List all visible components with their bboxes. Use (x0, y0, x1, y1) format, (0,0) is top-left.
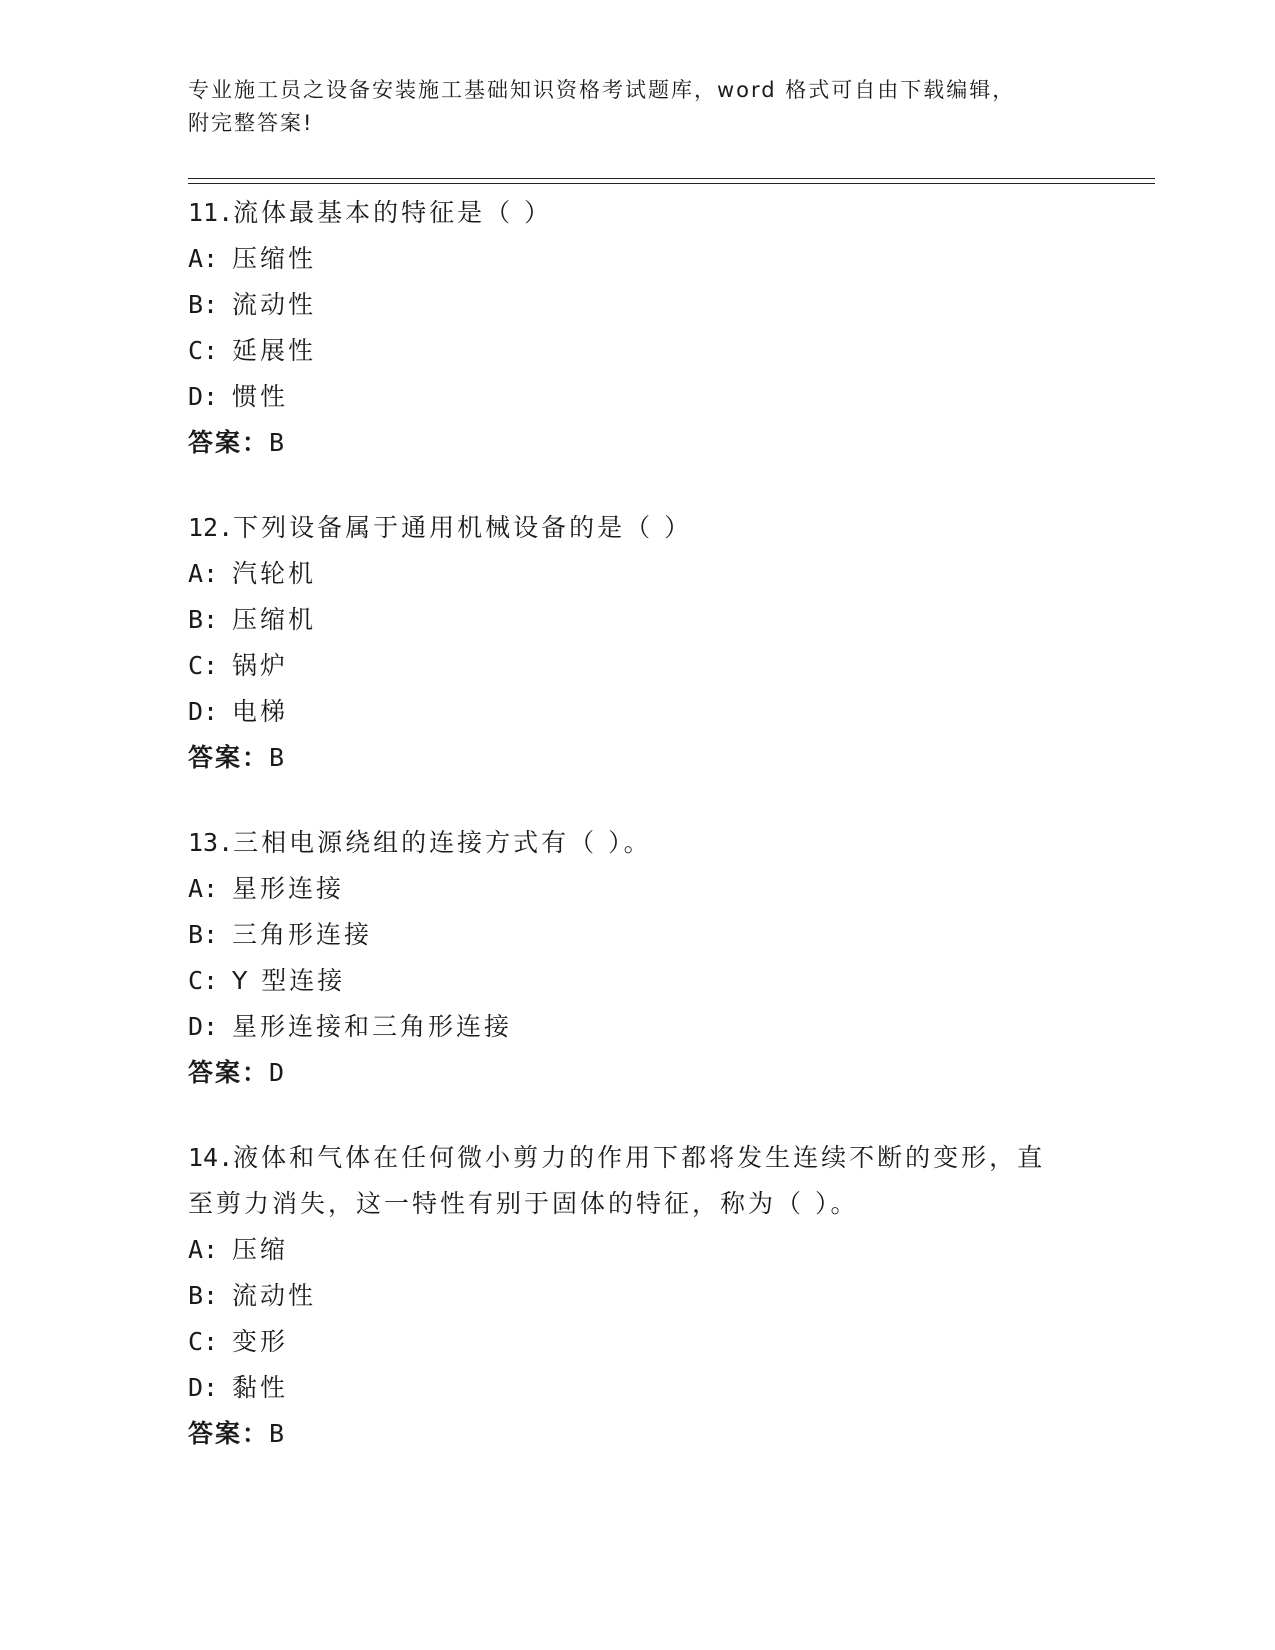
answer-value: D (269, 1058, 287, 1087)
answer-line (188, 1050, 1088, 1096)
question-text: 三相电源绕组的连接方式有（ ）。 (233, 828, 652, 857)
option-text: 黏性 (232, 1373, 289, 1402)
option-text: 变形 (232, 1327, 289, 1356)
option-text: 三角形连接 (232, 920, 373, 949)
option-d (188, 1365, 1088, 1411)
answer-value: B (269, 743, 287, 772)
option-key: C: (188, 1327, 219, 1356)
option-key: C: (188, 336, 219, 365)
question-text: 液体和气体在任何微小剪力的作用下都将发生连续不断的变形，直至剪力消失，这一特性有别于固体的特征，称为（ ）。 (188, 1143, 1046, 1218)
question-stem (188, 1135, 1048, 1227)
option-text: 压缩 (232, 1235, 289, 1264)
option-text: 压缩机 (232, 605, 317, 634)
option-text: 延展性 (232, 336, 317, 365)
question-text: 下列设备属于通用机械设备的是（ ） (233, 513, 693, 542)
answer-label: 答案： (188, 1419, 270, 1448)
option-key: B: (188, 605, 219, 634)
option-key: A: (188, 244, 219, 273)
option-text: 汽轮机 (232, 559, 317, 588)
header-divider-bottom (188, 183, 1155, 184)
header-divider-top (188, 178, 1155, 179)
option-key: D: (188, 697, 219, 726)
option-c (188, 958, 1088, 1004)
option-text: 流动性 (232, 1281, 317, 1310)
option-key: D: (188, 382, 219, 411)
option-key: B: (188, 290, 219, 319)
option-text: 压缩性 (232, 244, 317, 273)
option-key: C: (188, 966, 219, 995)
option-c (188, 328, 1088, 374)
option-d (188, 1004, 1088, 1050)
option-a (188, 551, 1088, 597)
question-text: 流体最基本的特征是（ ） (233, 198, 553, 227)
option-key: B: (188, 1281, 219, 1310)
answer-label: 答案： (188, 743, 270, 772)
option-b (188, 912, 1088, 958)
option-a (188, 1227, 1088, 1273)
option-text: 星形连接 (232, 874, 345, 903)
option-text: 电梯 (232, 697, 289, 726)
option-d (188, 374, 1088, 420)
option-a (188, 236, 1088, 282)
option-key: C: (188, 651, 219, 680)
question-stem (188, 505, 1088, 551)
question-number: 11. (188, 198, 234, 227)
option-b (188, 1273, 1088, 1319)
option-b (188, 597, 1088, 643)
question-stem (188, 820, 1088, 866)
option-key: A: (188, 874, 219, 903)
question-list (188, 190, 1088, 1496)
answer-value: B (269, 428, 287, 457)
header-line-1: 专业施工员之设备安装施工基础知识资格考试题库，word 格式可自由下载编辑， (188, 78, 1016, 102)
question-11 (188, 190, 1088, 466)
question-14 (188, 1135, 1088, 1457)
option-text: 流动性 (232, 290, 317, 319)
option-a (188, 866, 1088, 912)
question-number: 12. (188, 513, 234, 542)
header-line-2: 附完整答案! (188, 111, 314, 135)
option-key: A: (188, 559, 219, 588)
question-number: 13. (188, 828, 234, 857)
option-c (188, 1319, 1088, 1365)
option-d (188, 689, 1088, 735)
option-text: 锅炉 (232, 651, 289, 680)
answer-line (188, 735, 1088, 781)
question-12 (188, 505, 1088, 781)
option-text: 星形连接和三角形连接 (232, 1012, 513, 1041)
question-stem (188, 190, 1088, 236)
document-header (188, 74, 1068, 140)
answer-label: 答案： (188, 428, 270, 457)
option-key: A: (188, 1235, 219, 1264)
question-13 (188, 820, 1088, 1096)
option-key: B: (188, 920, 219, 949)
option-key: D: (188, 1373, 219, 1402)
option-b (188, 282, 1088, 328)
answer-label: 答案： (188, 1058, 270, 1087)
option-text: 惯性 (232, 382, 289, 411)
answer-line (188, 1411, 1088, 1457)
option-text: Y 型连接 (232, 966, 346, 995)
option-key: D: (188, 1012, 219, 1041)
answer-value: B (269, 1419, 287, 1448)
question-number: 14. (188, 1143, 234, 1172)
option-c (188, 643, 1088, 689)
answer-line (188, 420, 1088, 466)
